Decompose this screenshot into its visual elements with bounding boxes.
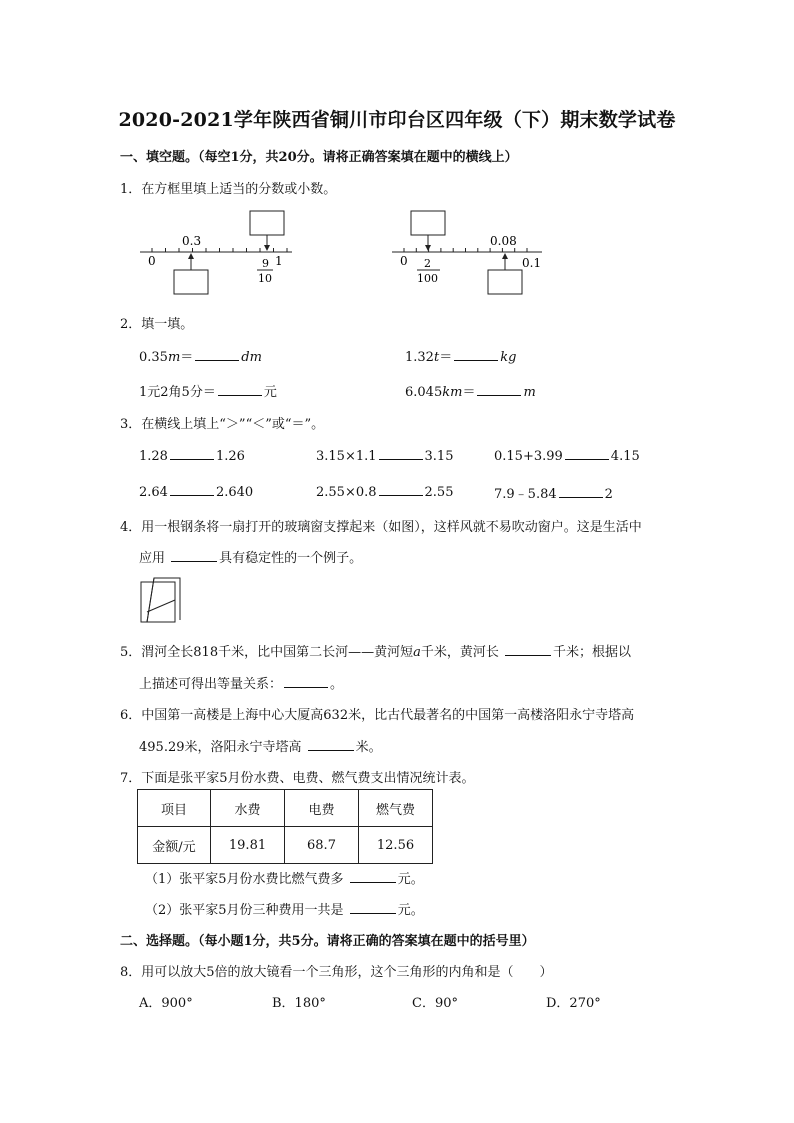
compare-item: 2.55×0.8 2.55	[316, 485, 454, 500]
q2-item-a: 0.35m＝ dm	[139, 350, 262, 365]
table-cell: 金额/元	[138, 827, 211, 864]
table-header-cell: 电费	[285, 790, 359, 827]
answer-blank[interactable]	[454, 348, 498, 361]
answer-blank[interactable]	[505, 643, 551, 656]
table-header-row	[138, 790, 433, 827]
arrow-up-icon	[502, 253, 508, 259]
question-5-line2: 上描述可得出等量关系： 。	[139, 677, 344, 692]
question-4-line1: 4．用一根钢条将一扇打开的玻璃窗支撑起来（如图），这样风就不易吹动窗户。这是生活中	[120, 520, 642, 535]
expense-table	[137, 789, 433, 864]
fraction-numerator: 2	[424, 257, 431, 270]
answer-box-bottom-2[interactable]	[488, 270, 522, 294]
arrow-down-icon	[264, 245, 270, 251]
answer-blank[interactable]	[379, 447, 423, 460]
option-a[interactable]: A．900°	[139, 996, 193, 1011]
answer-blank[interactable]	[195, 348, 239, 361]
answer-blank[interactable]	[171, 549, 217, 562]
page-title: 2020-2021学年陕西省铜川市印台区四年级（下）期末数学试卷	[118, 109, 676, 131]
table-row	[138, 827, 433, 864]
answer-blank[interactable]	[565, 447, 609, 460]
tick-label-end: 0.1	[522, 256, 542, 270]
tick-label-one: 1	[275, 254, 283, 268]
answer-blank[interactable]	[477, 383, 521, 396]
q2-item-d: 6.045km＝ m	[405, 385, 536, 400]
tick-label-zero: 0	[400, 254, 408, 268]
question-3-text: 3．在横线上填上“＞”“＜”或“＝”。	[120, 417, 325, 432]
question-4-line2: 应用 具有稳定性的一个例子。	[139, 551, 363, 566]
answer-blank[interactable]	[170, 447, 214, 460]
arrow-up-icon	[188, 253, 194, 259]
section1-heading: 一、填空题。（每空1分，共20分。请将正确答案填在题中的横线上）	[120, 150, 518, 165]
number-line-figure	[130, 205, 560, 300]
question-7-sub1: （1）张平家5月份水费比燃气费多 元。	[145, 872, 424, 887]
question-7-sub2: （2）张平家5月份三种费用一共是 元。	[145, 903, 424, 918]
question-8-text: 8．用可以放大5倍的放大镜看一个三角形，这个三角形的内角和是（ ）	[120, 965, 553, 980]
compare-item: 1.28 1.26	[139, 449, 245, 464]
q2-item-c: 1元2角5分＝ 元	[139, 385, 277, 400]
answer-blank[interactable]	[379, 483, 423, 496]
answer-blank[interactable]	[308, 738, 354, 751]
answer-blank[interactable]	[170, 483, 214, 496]
fraction-numerator: 9	[262, 257, 269, 270]
table-header-cell: 项目	[138, 790, 211, 827]
fraction-denominator: 100	[417, 272, 438, 285]
window-support-figure	[140, 576, 182, 624]
answer-blank[interactable]	[350, 870, 396, 883]
compare-item: 3.15×1.1 3.15	[316, 449, 454, 464]
option-c[interactable]: C．90°	[412, 996, 458, 1011]
option-d[interactable]: D．270°	[546, 996, 601, 1011]
section2-heading: 二、选择题。（每小题1分，共5分。请将正确的答案填在题中的括号里）	[120, 934, 535, 949]
tick-label-03: 0.3	[182, 234, 202, 248]
question-5-line1: 5．渭河全长818千米，比中国第二长河——黄河短a千米，黄河长 千米；根据以	[120, 645, 632, 660]
answer-blank[interactable]	[284, 675, 328, 688]
question-6-line1: 6．中国第一高楼是上海中心大厦高632米，比古代最著名的中国第一高楼洛阳永宁寺塔高	[120, 708, 635, 723]
compare-item: 7.9﹣5.84 2	[494, 487, 613, 502]
table-cell: 68.7	[285, 827, 359, 864]
answer-blank[interactable]	[350, 901, 396, 914]
q2-item-b: 1.32t＝ kg	[405, 350, 517, 365]
answer-box-bottom-1[interactable]	[174, 270, 208, 294]
question-1-text: 1．在方框里填上适当的分数或小数。	[120, 182, 337, 197]
compare-item: 0.15+3.99 4.15	[494, 449, 640, 464]
table-header-cell: 水费	[211, 790, 285, 827]
fraction-denominator: 10	[258, 272, 272, 285]
answer-box-top-1[interactable]	[250, 211, 284, 235]
table-header-cell: 燃气费	[359, 790, 433, 827]
question-2-text: 2．填一填。	[120, 317, 194, 332]
arrow-down-icon	[425, 245, 431, 251]
table-cell: 19.81	[211, 827, 285, 864]
question-6-line2: 495.29米，洛阳永宁寺塔高 米。	[139, 740, 382, 755]
number-line-1	[140, 211, 292, 294]
question-7-text: 7．下面是张平家5月份水费、电费、燃气费支出情况统计表。	[120, 771, 475, 786]
option-b[interactable]: B．180°	[272, 996, 326, 1011]
table-cell: 12.56	[359, 827, 433, 864]
number-line-2	[392, 211, 542, 294]
answer-blank[interactable]	[559, 485, 603, 498]
compare-item: 2.64 2.640	[139, 485, 254, 500]
answer-box-top-2[interactable]	[411, 211, 445, 235]
tick-label-zero: 0	[148, 254, 156, 268]
answer-blank[interactable]	[218, 383, 262, 396]
tick-label-008: 0.08	[490, 234, 517, 248]
